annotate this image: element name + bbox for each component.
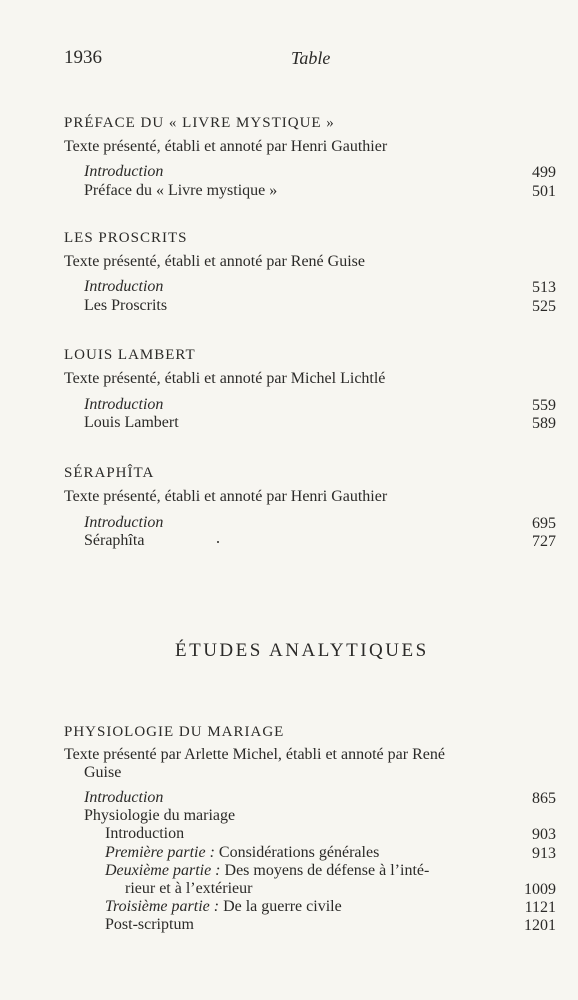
part-title: ÉTUDES ANALYTIQUES bbox=[175, 640, 429, 661]
entry-page: 499 bbox=[532, 164, 556, 181]
entry-label: Introduction bbox=[84, 278, 164, 295]
running-title: Table bbox=[291, 48, 331, 68]
section-title: LOUIS LAMBERT bbox=[64, 347, 196, 363]
entry-page: 913 bbox=[532, 845, 556, 862]
entry-label: Introduction bbox=[84, 163, 164, 180]
subentry-label: Considérations générales bbox=[218, 844, 380, 861]
subentry-line bbox=[105, 898, 342, 916]
entry-page: 501 bbox=[532, 183, 556, 200]
part-label: Deuxième partie : bbox=[105, 862, 221, 879]
entry-page: 695 bbox=[532, 515, 556, 532]
section-title: PRÉFACE DU « LIVRE MYSTIQUE » bbox=[64, 115, 335, 131]
entry-page: 559 bbox=[532, 397, 556, 414]
entry-page: 903 bbox=[532, 826, 556, 843]
entry-page: 589 bbox=[532, 415, 556, 432]
section-credit: Texte présenté par Arlette Michel, établi et annoté par René bbox=[64, 746, 445, 763]
entry-label: Les Proscrits bbox=[84, 297, 168, 314]
subentry-label: Des moyens de défense à l’inté- bbox=[224, 862, 430, 879]
entry-page: 1009 bbox=[524, 881, 556, 898]
section-title: PHYSIOLOGIE DU MARIAGE bbox=[64, 724, 285, 740]
part-label: Première partie : bbox=[105, 844, 215, 861]
entry-label: Introduction bbox=[84, 396, 164, 413]
entry-label: Préface du « Livre mystique » bbox=[84, 182, 278, 199]
entry-label: Séraphîta bbox=[84, 532, 145, 549]
subentry-label: De la guerre civile bbox=[223, 898, 342, 915]
entry-page: 513 bbox=[532, 279, 556, 296]
entry-label: Introduction bbox=[84, 514, 164, 531]
section-title: SÉRAPHÎTA bbox=[64, 465, 155, 481]
work-title: Physiologie du mariage bbox=[84, 807, 236, 824]
entry-page: 1121 bbox=[524, 899, 556, 916]
entry-label: Louis Lambert bbox=[84, 414, 179, 431]
section-credit: Texte présenté, établi et annoté par Michel Lichtlé bbox=[64, 370, 386, 387]
entry-page: 727 bbox=[532, 533, 556, 550]
section-credit: Texte présenté, établi et annoté par Henri Gauthier bbox=[64, 138, 388, 155]
subentry-line bbox=[105, 862, 429, 880]
subentry-label-continued: rieur et à l’extérieur bbox=[125, 880, 253, 897]
section-title: LES PROSCRITS bbox=[64, 230, 188, 246]
entry-label: Introduction bbox=[84, 789, 164, 806]
ink-speck bbox=[217, 541, 219, 543]
subentry-line bbox=[105, 844, 379, 862]
section-credit-continued: Guise bbox=[84, 764, 122, 781]
entry-page: 1201 bbox=[524, 917, 556, 934]
section-credit: Texte présenté, établi et annoté par Henri Gauthier bbox=[64, 488, 388, 505]
section-credit: Texte présenté, établi et annoté par René Guise bbox=[64, 253, 365, 270]
subentry-label: Post-scriptum bbox=[105, 916, 194, 933]
part-label: Troisième partie : bbox=[105, 898, 220, 915]
page-number: 1936 bbox=[64, 47, 102, 68]
subentry-label: Introduction bbox=[105, 825, 185, 842]
entry-page: 525 bbox=[532, 298, 556, 315]
entry-page: 865 bbox=[532, 790, 556, 807]
